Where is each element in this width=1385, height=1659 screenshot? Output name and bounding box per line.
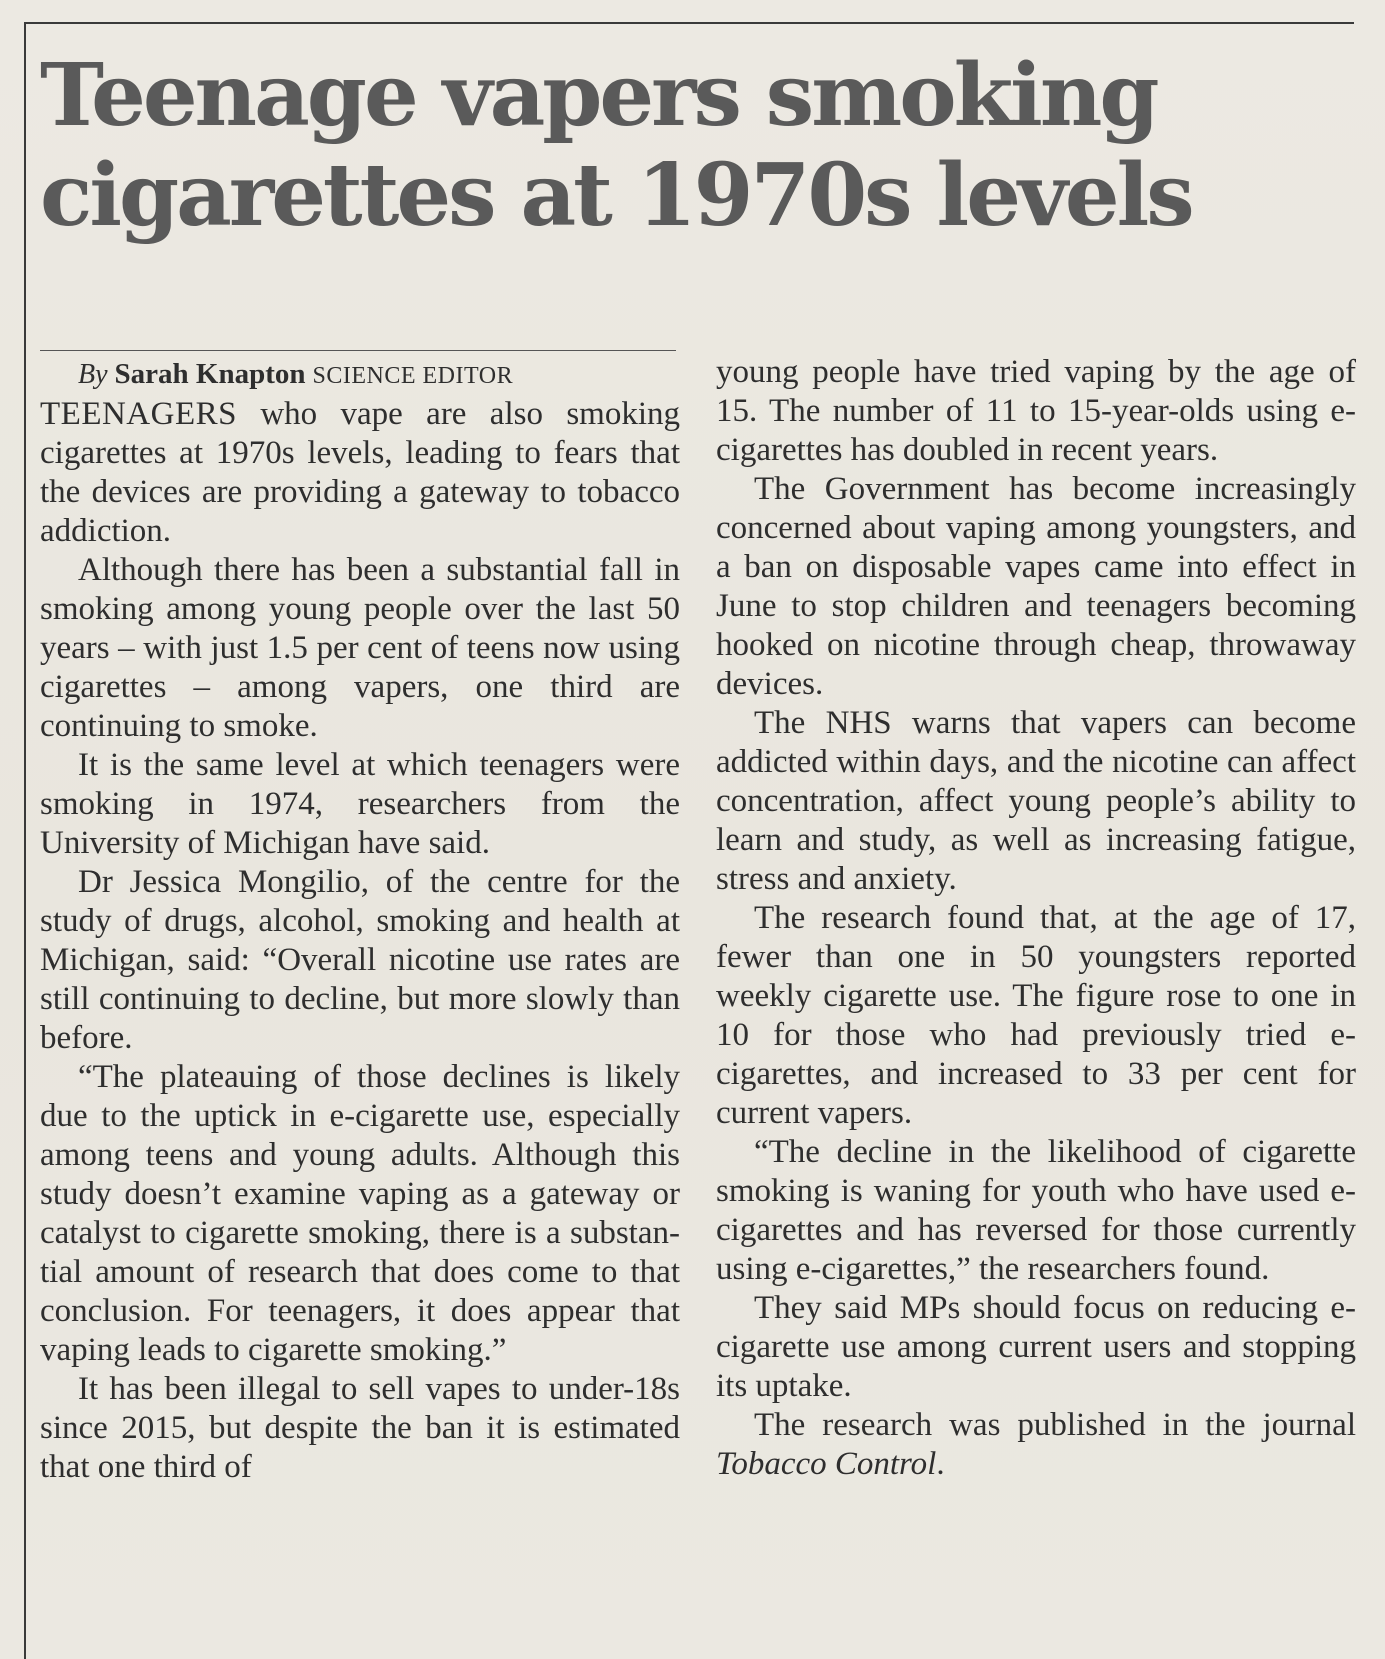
paragraph: The NHS warns that vapers can become addicted within days, and the nicotine can affect concentration, affect young people’s ability to learn and study, as well as increasing fatigue, stress and anxiety. (716, 705, 1356, 897)
byline (40, 355, 680, 395)
paragraph: It is the same level at which teenagers were smoking in 1974, researchers from the University of Michigan have said. (40, 747, 680, 861)
paragraph: It has been illegal to sell vapes to under-18s since 2015, but despite the ban it is estimated that one third of (40, 1371, 680, 1485)
paragraph: Dr Jessica Mongilio, of the centre for the study of drugs, alcohol, smoking and health at Michigan, said: “Overall nicotine use rates are still continuing to decline, but more slowly than before. (40, 864, 680, 1056)
journal-name: Tobacco Control (716, 1446, 937, 1482)
left-border-rule (24, 22, 26, 1659)
top-border-rule (24, 22, 1354, 24)
paragraph-text: who vape are also smoking cigarettes at 1970s levels, leading to fears that the devices are providing a gateway to tobacco addiction. (40, 396, 680, 549)
paragraph-text: . (936, 1446, 945, 1482)
byline-role: SCIENCE EDITOR (312, 363, 514, 389)
byline-rule (40, 350, 676, 351)
paragraph (716, 1406, 1356, 1484)
paragraph: The Government has become increasingly concerned about vaping among youngsters, and a ban on disposable vapes came into effect in June to stop children and teenagers becoming hooked on nicotine through cheap, throwaway devices. (716, 471, 1356, 702)
paragraph: Although there has been a substantial fall in smoking among young people over the last 50 years – with just 1.5 per cent of teens now using cigarettes – among vapers, one third are continuing to smoke. (40, 552, 680, 744)
paragraph: “The decline in the likelihood of cigarette smoking is waning for youth who have used e-cigarettes and has reversed for those currently using e-cigarettes,” the researchers found. (716, 1134, 1356, 1287)
byline-by: By (78, 359, 108, 390)
left-column (40, 355, 680, 1487)
paragraph-text: The research was published in the journal (754, 1407, 1356, 1443)
paragraph (40, 395, 680, 551)
right-column (716, 353, 1356, 1484)
lead-caps: TEENAGERS (40, 396, 237, 432)
headline: Teenage vapers smoking cigarettes at 1970s levels (40, 45, 1192, 246)
paragraph: “The plateauing of those declines is likely due to the uptick in e-cigarette use, especially among teens and young adults. Although this study doesn’t examine vaping as a gateway or catalyst to cigarette smoking, there is a substantial amount of research that does come to that conclusion. For teenagers, it does appear that vaping leads to cigarette smoking.” (40, 1059, 680, 1368)
paragraph: They said MPs should focus on reducing e-cigarette use among current users and stopping its uptake. (716, 1290, 1356, 1404)
paragraph: young people have tried vaping by the age of 15. The number of 11 to 15-year-olds using e-cigarettes has doubled in recent years. (716, 354, 1356, 468)
paragraph: The research found that, at the age of 17, fewer than one in 50 youngsters reported weekly cigarette use. The figure rose to one in 10 for those who had previously tried e-cigarettes, and increased to 33 per cent for current vapers. (716, 900, 1356, 1131)
byline-author: Sarah Knapton (114, 358, 306, 390)
